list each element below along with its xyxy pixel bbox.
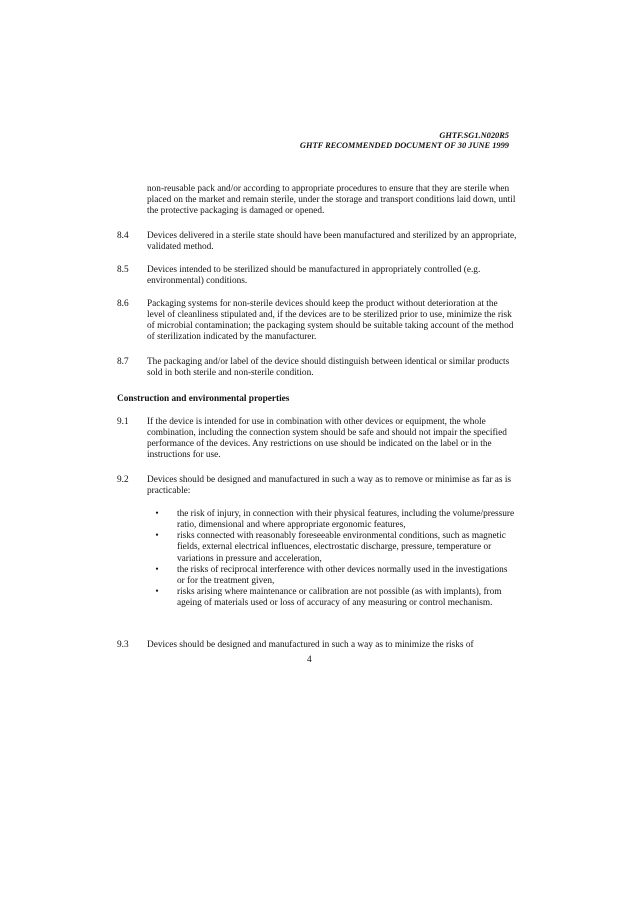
paragraph-text: Devices intended to be sterilized should be manufactured in appropriately controlled (e.g. environmental) conditions.	[147, 265, 481, 287]
paragraph-8-6	[117, 299, 517, 343]
paragraph-number: 8.6	[117, 299, 129, 309]
paragraph-9-2	[117, 475, 517, 609]
paragraph-text: Devices should be designed and manufactured in such a way as to minimize the risks of	[147, 640, 474, 650]
bullet-item	[155, 586, 517, 609]
bullet-list	[147, 509, 517, 609]
paragraph-9-3	[117, 640, 517, 651]
bullet-text: risks connected with reasonably foreseeable environmental conditions, such as magnetic fields, external electrical influences, electrostatic discharge, pressure, temperature or variations in pressure and acceleration,	[177, 531, 506, 564]
bullet-icon: •	[155, 531, 159, 542]
paragraph-text: Packaging systems for non-sterile devices should keep the product without deterioration at the level of cleanliness stipulated and, if the devices are to be sterilized prior to use, minimize the risk of microbial contamination; the packaging system should be suitable taking account of the method of sterilization indicated by the manufacturer.	[147, 299, 514, 343]
paragraph-9-1	[117, 417, 517, 461]
paragraph-text	[147, 475, 517, 609]
paragraph-number: 9.1	[117, 417, 129, 427]
paragraph-8-7	[117, 357, 517, 379]
bullet-item	[155, 531, 517, 564]
bullet-text: the risks of reciprocal interference with other devices normally used in the investigations or for the treatment given,	[177, 564, 508, 586]
paragraph-8-5	[117, 265, 517, 287]
paragraph-text: Devices delivered in a sterile state should have been manufactured and sterilized by an appropriate, validated method.	[147, 231, 517, 253]
paragraph-number: 8.4	[117, 231, 129, 241]
paragraph-number: 8.7	[117, 357, 129, 367]
continuation-paragraph: non-reusable pack and/or according to appropriate procedures to ensure that they are sterile when placed on the market and remain sterile, under the storage and transport conditions laid down, until the protective packaging is damaged or opened.	[147, 184, 516, 217]
section-heading: Construction and environmental properties	[117, 394, 290, 404]
bullet-icon: •	[155, 564, 159, 575]
page-number: 4	[307, 655, 312, 665]
paragraph-8-4	[117, 231, 517, 253]
bullet-text: risks arising where maintenance or calibration are not possible (as with implants), from ageing of materials used or loss of accuracy of any measuring or control mechanism.	[177, 586, 502, 608]
bullet-text: the risk of injury, in connection with their physical features, including the volume/pressure ratio, dimensional and where appropriate ergonomic features,	[177, 509, 515, 531]
paragraph-intro: Devices should be designed and manufactured in such a way as to remove or minimise as far as is practicable:	[147, 475, 512, 497]
paragraph-number: 9.3	[117, 640, 129, 650]
document-status: GHTF RECOMMENDED DOCUMENT OF 30 JUNE 1999	[299, 141, 509, 150]
paragraph-number: 9.2	[117, 475, 129, 485]
bullet-item	[155, 564, 517, 587]
document-id: GHTF.SG1.N020R5	[439, 131, 509, 140]
bullet-icon: •	[155, 509, 159, 520]
paragraph-text: If the device is intended for use in combination with other devices or equipment, the whole combination, including the connection system should be safe and should not impair the specified performance of the devices. Any restrictions on use should be indicated on the label or in the instructions for use.	[147, 417, 507, 461]
bullet-item	[155, 509, 517, 531]
bullet-icon: •	[155, 586, 159, 597]
paragraph-text: The packaging and/or label of the device should distinguish between identical or similar products sold in both sterile and non-sterile condition.	[147, 357, 510, 379]
paragraph-number: 8.5	[117, 265, 129, 275]
document-header	[300, 131, 509, 151]
